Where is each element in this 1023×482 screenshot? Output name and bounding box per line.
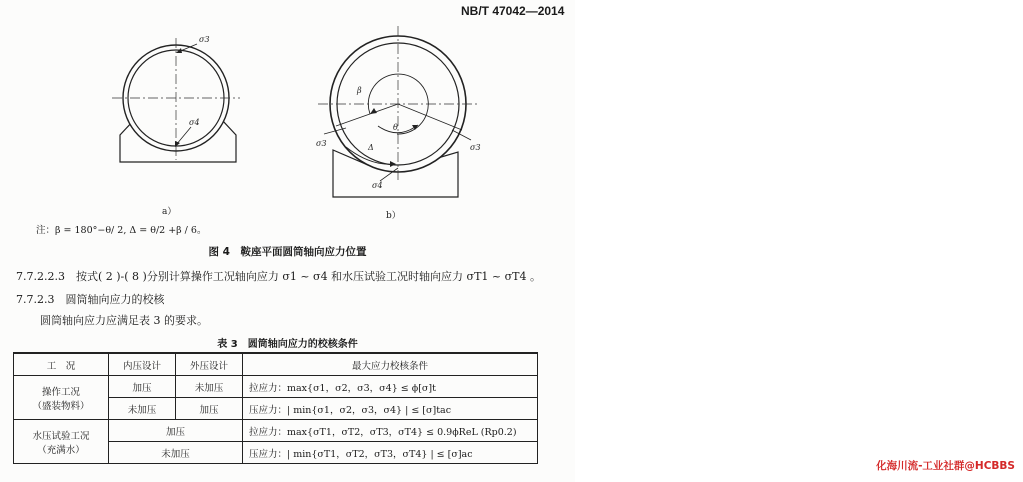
operating-condition-sub: （盛装物料）: [32, 400, 90, 412]
col-header-check-condition: 最大应力校核条件: [243, 353, 538, 376]
fig-a-caption: a）: [162, 207, 177, 217]
table-cell: 压应力：| min{σT1，σT2，σT3，σT4} | ≤ [σ]ac: [243, 442, 538, 464]
fig-b-sigma3-left-label: σ3: [316, 139, 327, 148]
operating-condition-cell: [14, 376, 109, 420]
table-cell: 加压: [109, 376, 176, 398]
fig-b-sigma3-right-label: σ3: [470, 143, 481, 152]
fig-b-delta-label: Δ: [368, 143, 374, 152]
fig-b-theta-label: θ: [393, 123, 398, 132]
standard-code: NB/T 47042—2014: [461, 4, 565, 18]
table-title: 表 3 圆筒轴向应力的校核条件: [217, 339, 358, 350]
table-cell: 未加压: [109, 442, 243, 464]
figure-title: 图 4 鞍座平面圆筒轴向应力位置: [208, 246, 367, 258]
col-header-external-pressure: 外压设计: [176, 353, 243, 376]
clause-7-7-2-2-3: 7.7.2.2.3 按式( 2 )-( 8 )分别计算操作工况轴向应力 σ1 ~ σ4 和水压试验工况时轴向应力 σT1 ~ σT4 。: [16, 270, 541, 283]
col-header-condition: 工 况: [14, 353, 109, 376]
table-cell: 未加压: [109, 398, 176, 420]
fig-a-sigma3-label: σ3: [199, 35, 210, 44]
table-cell: 加压: [176, 398, 243, 420]
watermark: 化海川流-工业社群@HCBBS: [876, 460, 1015, 472]
figure-b-diagram: [318, 26, 478, 197]
table-cell: 拉应力：max{σ1，σ2，σ3，σ4} ≤ ϕ[σ]t: [243, 376, 538, 398]
table-row: [14, 420, 538, 442]
table-row: [14, 376, 538, 398]
fig-b-caption: b）: [386, 211, 401, 221]
fig-b-beta-label: β: [357, 86, 362, 95]
figure-4: [0, 0, 575, 225]
table-cell: 加压: [109, 420, 243, 442]
hydro-test-condition-label: 水压试验工况: [32, 430, 90, 442]
fig-b-sigma4-label: σ4: [372, 181, 383, 190]
table-cell: 未加压: [176, 376, 243, 398]
hydro-test-condition-sub: （充满水）: [37, 444, 85, 456]
fig-a-sigma4-label: σ4: [189, 118, 200, 127]
figure-a-diagram: [112, 38, 240, 162]
figure-note: 注：β = 180°−θ/ 2, Δ = θ/2 +β / 6。: [36, 225, 207, 236]
clause-7-7-2-3-heading: 7.7.2.3 圆筒轴向应力的校核: [16, 293, 165, 306]
operating-condition-label: 操作工况: [41, 386, 80, 398]
table-cell: 压应力：| min{σ1，σ2，σ3，σ4} | ≤ [σ]tac: [243, 398, 538, 420]
table-cell: 拉应力：max{σT1，σT2，σT3，σT4} ≤ 0.9ϕReL (Rp0.2): [243, 420, 538, 442]
stress-check-table: [13, 352, 538, 464]
table-header-row: [14, 353, 538, 376]
col-header-internal-pressure: 内压设计: [109, 353, 176, 376]
hydro-test-condition-cell: [14, 420, 109, 464]
clause-7-7-2-3-body: 圆筒轴向应力应满足表 3 的要求。: [40, 314, 208, 327]
